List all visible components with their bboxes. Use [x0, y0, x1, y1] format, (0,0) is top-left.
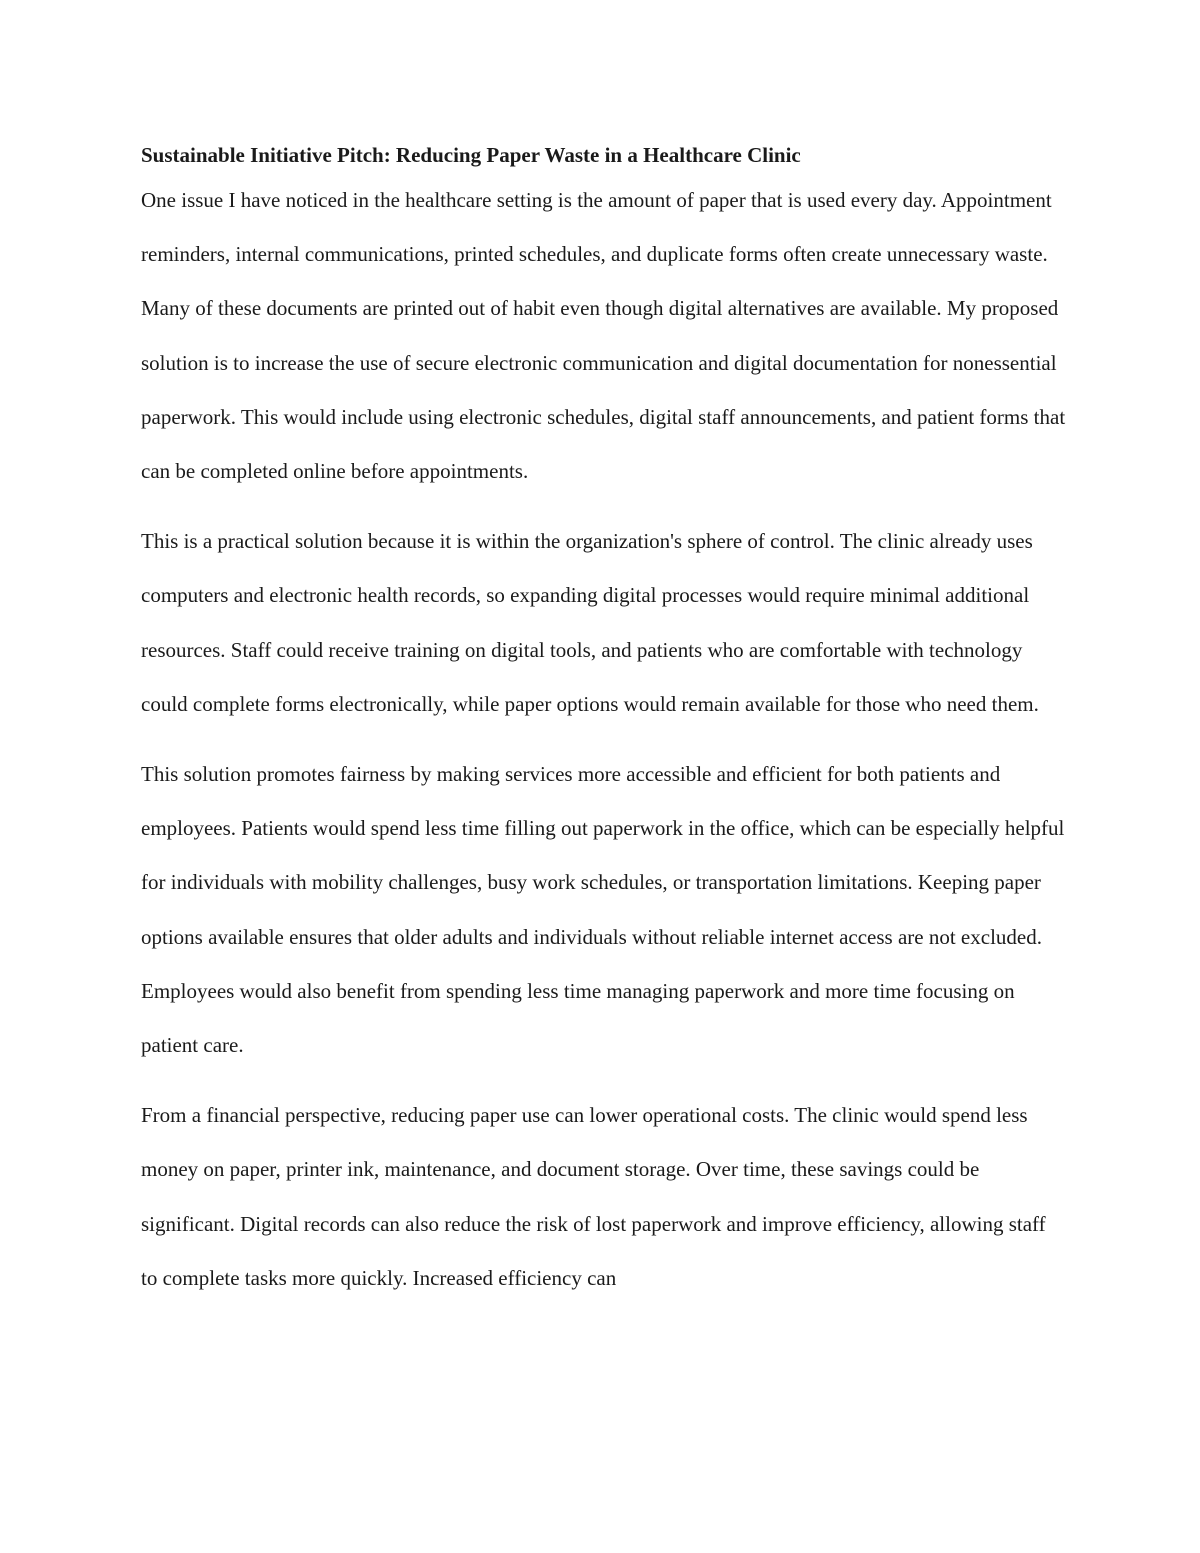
paragraph-financial: From a financial perspective, reducing paper use can lower operational costs. The clinic would spend less money on paper, printer ink, maintenance, and document storage. Over time, these savings could be significant. Digital records can also reduce the risk of lost paperwork and improve efficiency, allowing staff to complete tasks more quickly. Increased efficiency can	[141, 1103, 1046, 1290]
paragraph-problem: One issue I have noticed in the healthcare setting is the amount of paper that is used every day. Appointment reminders, internal communications, printed schedules, and duplicate forms often create unnecessary waste. Many of these documents are printed out of habit even though digital alternatives are available. My proposed solution is to increase the use of secure electronic communication and digital documentation for nonessential paperwork. This would include using electronic schedules, digital staff announcements, and patient forms that can be completed online before appointments.	[141, 188, 1066, 484]
paragraph-practicality: This is a practical solution because it is within the organization's sphere of control. The clinic already uses computers and electronic health records, so expanding digital processes would require minimal additional resources. Staff could receive training on digital tools, and patients who are comfortable with technology could complete forms electronically, while paper options would remain available for those who need them.	[141, 529, 1039, 716]
document-body	[141, 140, 1066, 1321]
paragraph-fairness: This solution promotes fairness by making services more accessible and efficient for both patients and employees. Patients would spend less time filling out paperwork in the office, which can be especially helpful for individuals with mobility challenges, busy work schedules, or transportation limitations. Keeping paper options available ensures that older adults and individuals without reliable internet access are not excluded. Employees would also benefit from spending less time managing paperwork and more time focusing on patient care.	[141, 762, 1065, 1058]
document-title: Sustainable Initiative Pitch: Reducing Paper Waste in a Healthcare Clinic	[141, 143, 801, 167]
